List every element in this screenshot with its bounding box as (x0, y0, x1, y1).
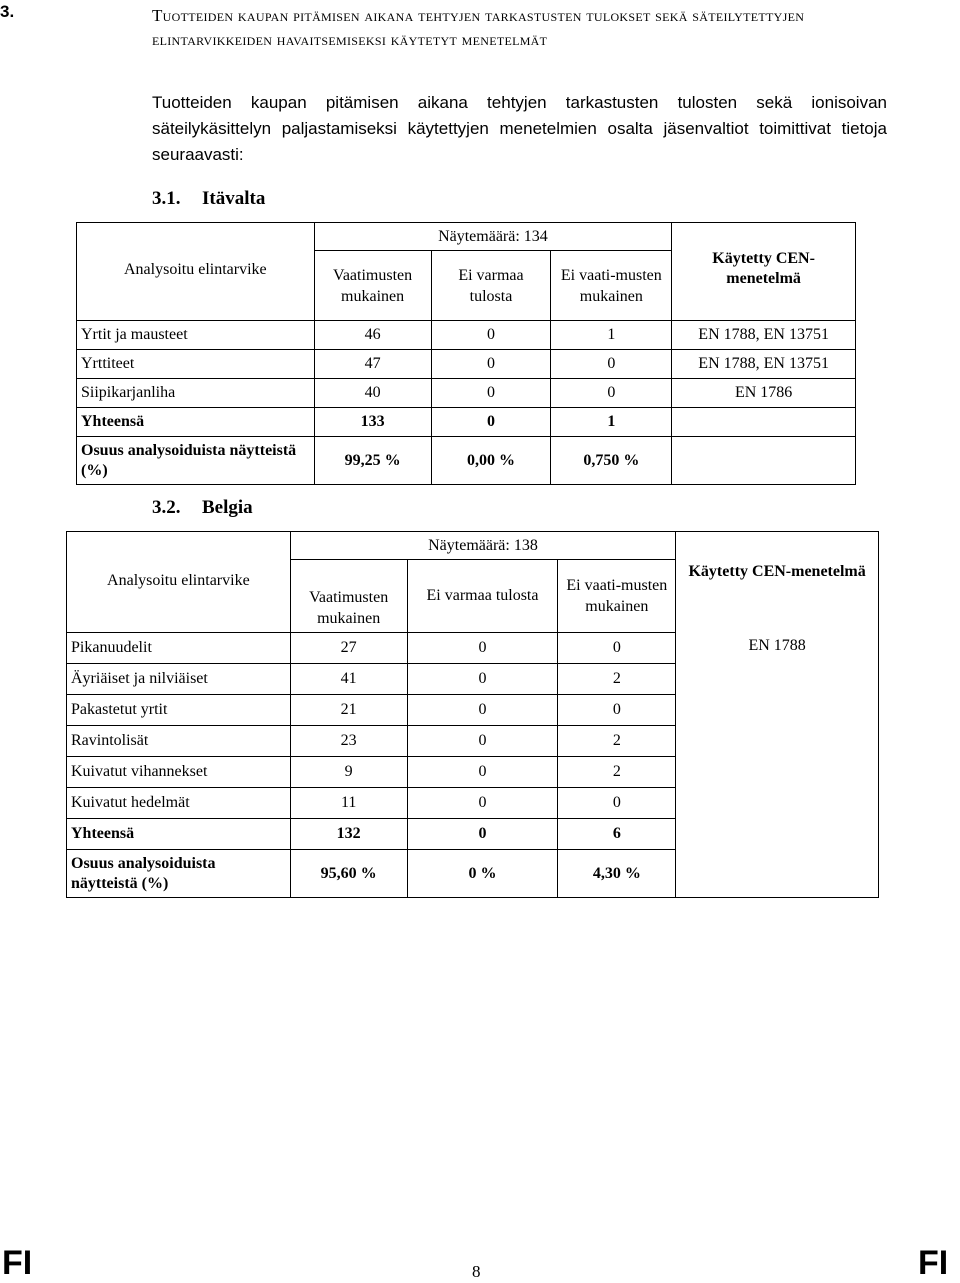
method-cell: EN 1788 (676, 633, 879, 898)
footer-language-right: FI (918, 1244, 949, 1282)
austria-header-noncompliant: Ei vaati-musten mukainen (551, 251, 672, 321)
food-cell: Äyriäiset ja nilviäiset (67, 664, 291, 695)
compliant-cell: 47 (314, 350, 431, 379)
belgium-header-uncertain: Ei varmaa tulosta (407, 560, 558, 633)
method-cell: EN 1786 (672, 379, 856, 408)
food-cell: Pakastetut yrtit (67, 695, 291, 726)
austria-table (76, 222, 856, 485)
share-label: Osuus analysoiduista näytteistä (%) (77, 437, 315, 485)
compliant-cell: 23 (290, 726, 407, 757)
share-row (77, 437, 856, 485)
austria-header-food: Analysoitu elintarvike (77, 223, 315, 321)
uncertain-cell: 0 (407, 695, 558, 726)
belgium-header-food: Analysoitu elintarvike (67, 532, 291, 633)
austria-header-compliant: Vaatimusten mukainen (314, 251, 431, 321)
empty-cell (672, 437, 856, 485)
share-compliant: 95,60 % (290, 850, 407, 898)
compliant-cell: 27 (290, 633, 407, 664)
uncertain-cell: 0 (407, 788, 558, 819)
noncompliant-cell: 1 (551, 321, 672, 350)
share-uncertain: 0,00 % (431, 437, 551, 485)
uncertain-cell: 0 (431, 350, 551, 379)
section-number: 3. (0, 2, 15, 21)
uncertain-cell: 0 (407, 664, 558, 695)
page-number: 8 (472, 1262, 481, 1281)
uncertain-cell: 0 (407, 726, 558, 757)
food-cell: Siipikarjanliha (77, 379, 315, 408)
austria-name: Itävalta (202, 188, 266, 209)
table-row (77, 379, 856, 408)
compliant-cell: 21 (290, 695, 407, 726)
food-cell: Pikanuudelit (67, 633, 291, 664)
food-cell: Kuivatut vihannekset (67, 757, 291, 788)
food-cell: Yrtit ja mausteet (77, 321, 315, 350)
austria-sample-count: Näytemäärä: 134 (314, 223, 672, 251)
belgium-number: 3.2. (152, 497, 181, 518)
noncompliant-cell: 0 (558, 695, 676, 726)
table-row (77, 321, 856, 350)
noncompliant-cell: 0 (558, 633, 676, 664)
austria-header-method: Käytetty CEN-menetelmä (672, 223, 856, 321)
total-compliant: 133 (314, 408, 431, 437)
empty-cell (672, 408, 856, 437)
total-row (77, 408, 856, 437)
belgium-header-noncompliant: Ei vaati-musten mukainen (558, 560, 676, 633)
compliant-cell: 9 (290, 757, 407, 788)
method-cell: EN 1788, EN 13751 (672, 350, 856, 379)
food-cell: Ravintolisät (67, 726, 291, 757)
food-cell: Kuivatut hedelmät (67, 788, 291, 819)
uncertain-cell: 0 (431, 379, 551, 408)
uncertain-cell: 0 (431, 321, 551, 350)
austria-heading (152, 188, 265, 210)
section-title: Tuotteiden kaupan pitämisen aikana tehtyjen tarkastusten tulokset sekä säteilytettyjen elintarvikkeiden havaitsemiseksi käytetyt menetelmät (152, 6, 805, 49)
total-uncertain: 0 (431, 408, 551, 437)
belgium-heading (152, 497, 253, 519)
belgium-header-compliant: Vaatimusten mukainen (290, 560, 407, 633)
noncompliant-cell: 2 (558, 726, 676, 757)
share-label: Osuus analysoiduista näytteistä (%) (67, 850, 291, 898)
total-compliant: 132 (290, 819, 407, 850)
food-cell: Yrttiteet (77, 350, 315, 379)
method-cell: EN 1788, EN 13751 (672, 321, 856, 350)
noncompliant-cell: 0 (558, 788, 676, 819)
compliant-cell: 11 (290, 788, 407, 819)
intro-paragraph: Tuotteiden kaupan pitämisen aikana tehtyjen tarkastusten tulosten sekä ionisoivan säteilykäsittelyn paljastamiseksi käytettyjen menetelmien osalta jäsenvaltiot toimittivat tietoja seuraavasti: (152, 93, 887, 164)
table-row (67, 633, 879, 664)
austria-header-uncertain: Ei varmaa tulosta (431, 251, 551, 321)
compliant-cell: 41 (290, 664, 407, 695)
share-compliant: 99,25 % (314, 437, 431, 485)
noncompliant-cell: 2 (558, 757, 676, 788)
uncertain-cell: 0 (407, 757, 558, 788)
noncompliant-cell: 0 (551, 379, 672, 408)
total-noncompliant: 1 (551, 408, 672, 437)
belgium-table (66, 531, 879, 898)
total-uncertain: 0 (407, 819, 558, 850)
total-label: Yhteensä (77, 408, 315, 437)
total-noncompliant: 6 (558, 819, 676, 850)
noncompliant-cell: 2 (558, 664, 676, 695)
belgium-name: Belgia (202, 497, 253, 518)
noncompliant-cell: 0 (551, 350, 672, 379)
austria-number: 3.1. (152, 188, 181, 209)
share-noncompliant: 4,30 % (558, 850, 676, 898)
belgium-sample-count: Näytemäärä: 138 (290, 532, 676, 560)
total-label: Yhteensä (67, 819, 291, 850)
compliant-cell: 46 (314, 321, 431, 350)
share-noncompliant: 0,750 % (551, 437, 672, 485)
uncertain-cell: 0 (407, 633, 558, 664)
compliant-cell: 40 (314, 379, 431, 408)
belgium-header-method: Käytetty CEN-menetelmä (676, 532, 879, 633)
footer-language-left: FI (2, 1244, 33, 1282)
table-row (77, 350, 856, 379)
share-uncertain: 0 % (407, 850, 558, 898)
